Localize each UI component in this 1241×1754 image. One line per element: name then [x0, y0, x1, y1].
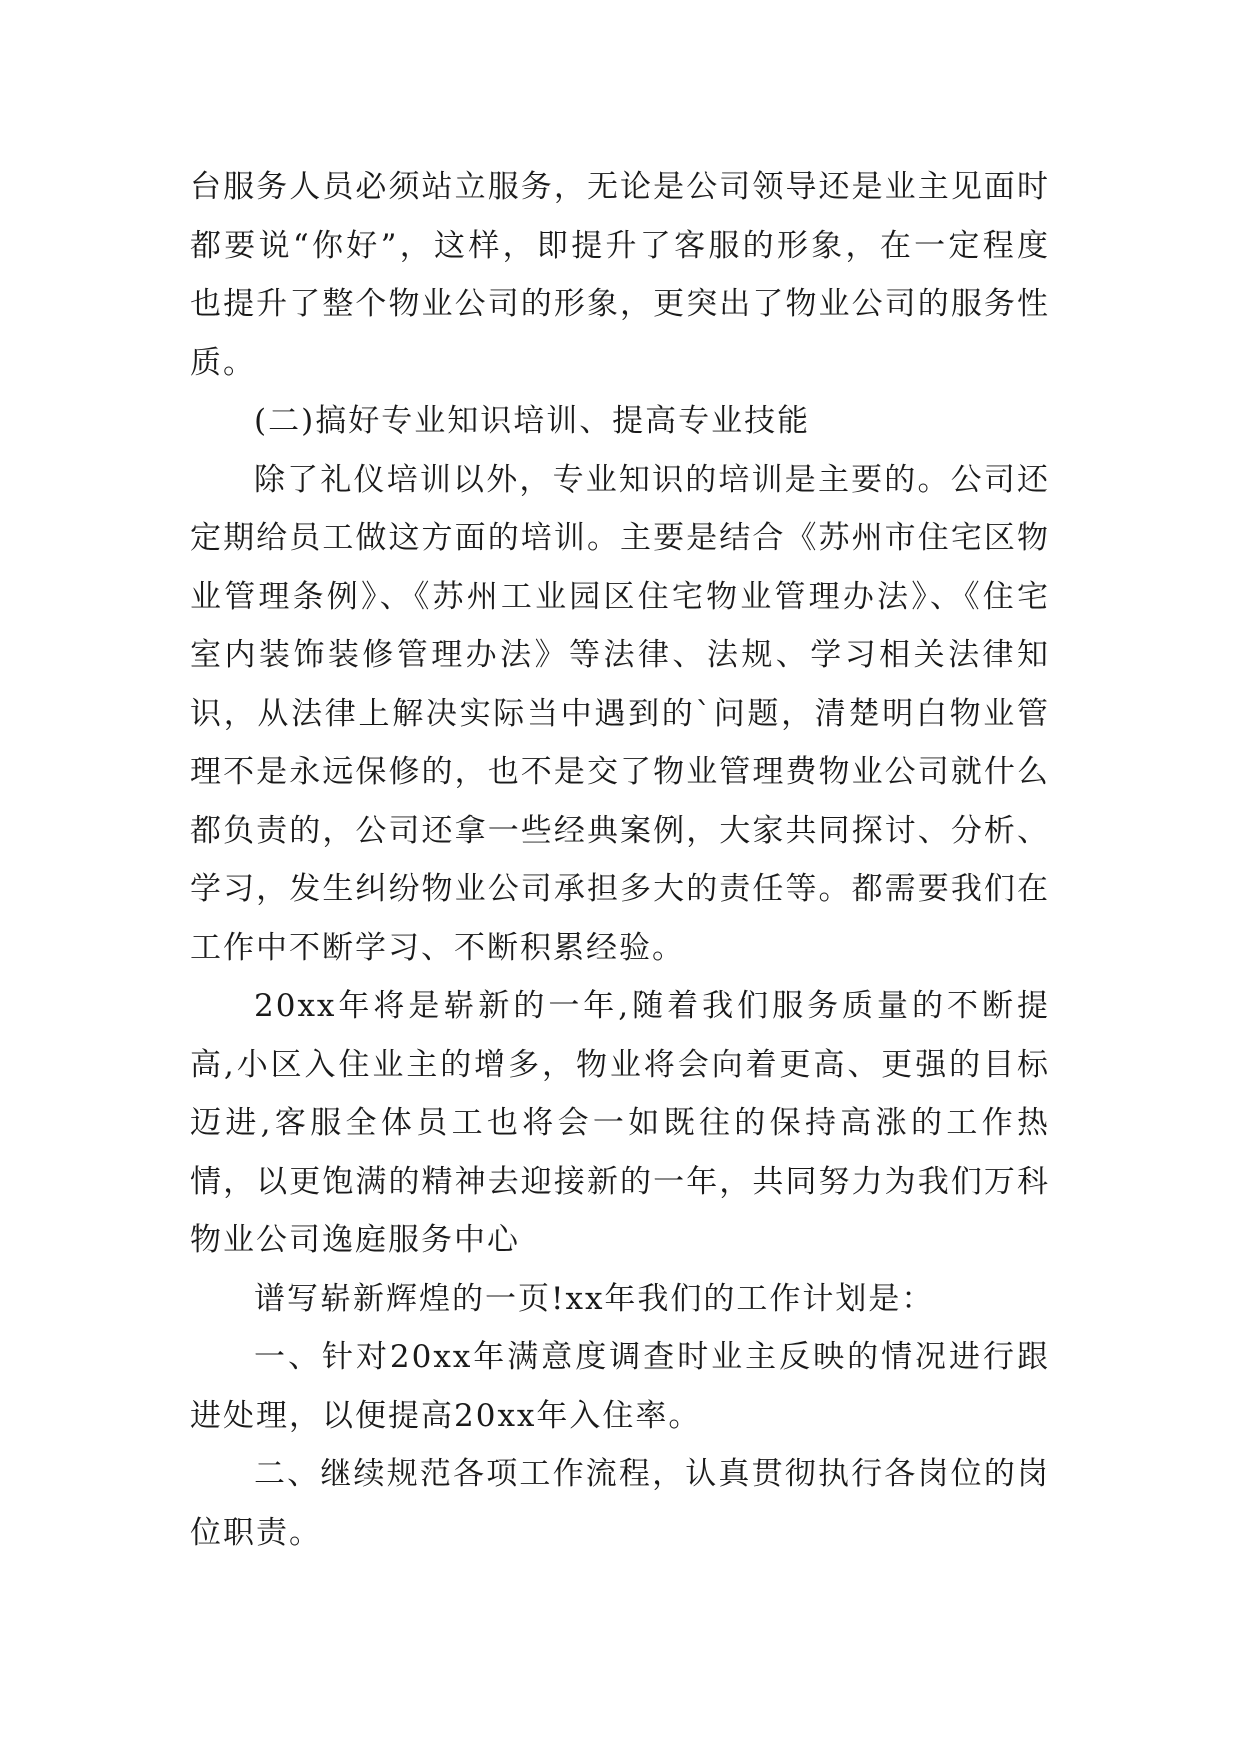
paragraph-training: 除了礼仪培训以外，专业知识的培训是主要的。公司还定期给员工做这方面的培训。主要是结合《苏州市住宅区物业管理条例》、《苏州工业园区住宅物业管理办法》、《住宅室内装饰装修管理办法》等法律、法规、学习相关法律知识，从法律上解决实际当中遇到的`问题，清楚明白物业管理不是永远保修的，也不是交了物业管理费物业公司就什么都负责的，公司还拿一些经典案例，大家共同探讨、分析、学习，发生纠纷物业公司承担多大的责任等。都需要我们在工作中不断学习、不断积累经验。	[190, 461, 1050, 966]
section-heading: (二)搞好专业知识培训、提高专业技能	[254, 403, 811, 439]
document-body	[190, 158, 1050, 1562]
plan-item-2: 二、继续规范各项工作流程，认真贯彻执行各岗位的岗位职责。	[190, 1456, 1050, 1551]
paragraph-plan-intro: 谱写崭新辉煌的一页!xx年我们的工作计划是：	[254, 1280, 935, 1317]
paragraph-continuation: 台服务人员必须站立服务，无论是公司领导还是业主见面时都要说“你好”，这样，即提升了客服的形象，在一定程度也提升了整个物业公司的形象，更突出了物业公司的服务性质。	[190, 169, 1050, 381]
paragraph-new-year: 20xx年将是崭新的一年,随着我们服务质量的不断提高,小区入住业主的增多，物业将会向着更高、更强的目标迈进,客服全体员工也将会一如既往的保持高涨的工作热情，以更饱满的精神去迎接新的一年，共同努力为我们万科物业公司逸庭服务中心	[190, 988, 1050, 1258]
plan-item-1: 一、针对20xx年满意度调查时业主反映的情况进行跟进处理，以便提高20xx年入住率。	[190, 1339, 1050, 1434]
